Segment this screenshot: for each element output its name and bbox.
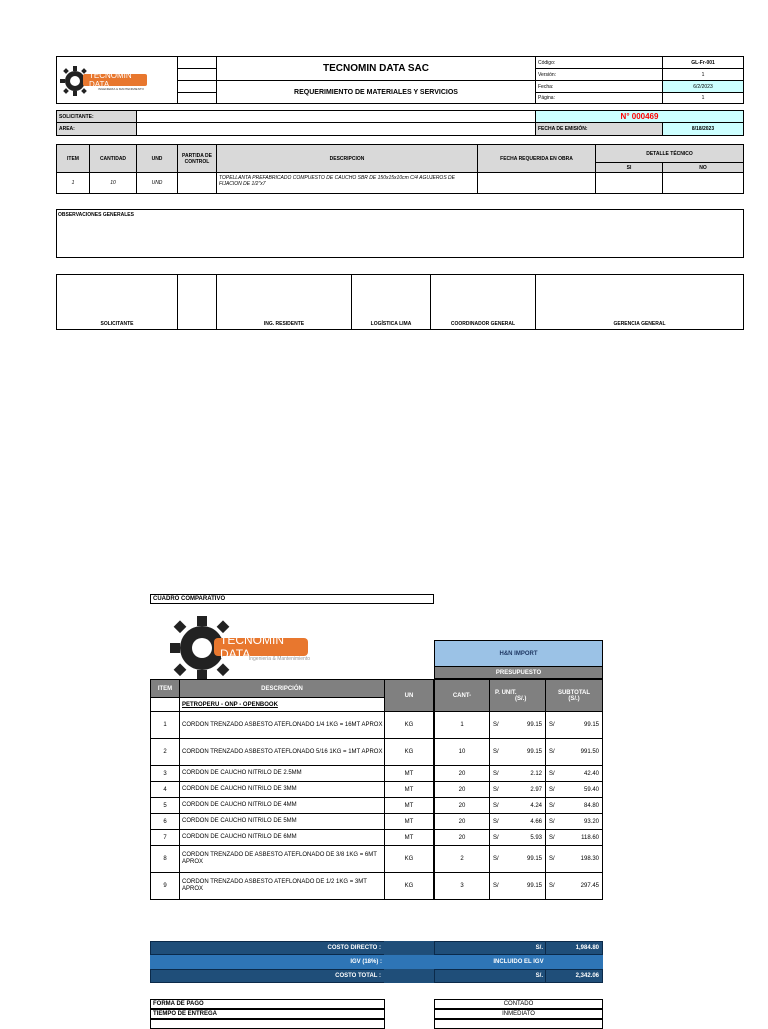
row-punit-value: 99.15 <box>526 856 542 862</box>
row-subtotal-value: 99.15 <box>583 722 599 728</box>
row-cant: 20 <box>434 765 490 782</box>
row-item: 3 <box>150 765 180 782</box>
blank-cell <box>434 1019 603 1029</box>
req-row-fecha <box>477 172 596 194</box>
punit-sub: (S/.) <box>515 695 527 702</box>
meta-label: Código: <box>535 56 663 69</box>
col-subtotal-header <box>545 679 603 712</box>
forma-pago-label: FORMA DE PAGO <box>150 999 385 1009</box>
row-subtotal-value: 991.50 <box>580 749 599 755</box>
row-item: 6 <box>150 813 180 830</box>
row-desc: CORDON DE CAUCHO NITRILO DE 3MM <box>179 781 385 798</box>
igv-note: INCLUIDO EL IGV <box>434 955 603 969</box>
row-punit <box>489 872 546 900</box>
signature-ing-residente: ING. RESIDENTE <box>216 274 352 330</box>
row-subtotal <box>545 765 603 782</box>
meta-label: Página: <box>535 92 663 104</box>
req-row-cantidad: 10 <box>89 172 137 194</box>
row-punit <box>489 738 546 766</box>
row-cant: 20 <box>434 781 490 798</box>
row-currency: S/ <box>549 770 555 777</box>
row-cant: 1 <box>434 711 490 739</box>
row-un: KG <box>384 738 434 766</box>
row-currency: S/ <box>549 749 555 755</box>
cuadro-logo <box>168 610 318 682</box>
row-currency: S/ <box>493 802 499 809</box>
row-un: MT <box>384 765 434 782</box>
row-un: MT <box>384 797 434 814</box>
signature-coordinador: COORDINADOR GENERAL <box>430 274 536 330</box>
row-un: KG <box>384 711 434 739</box>
row-subtotal-value: 42.40 <box>583 770 599 777</box>
logo-text: TECNOMIN DATA <box>89 71 132 89</box>
req-row-si <box>595 172 663 194</box>
row-punit-value: 4.24 <box>530 802 542 809</box>
costo-total-label: COSTO TOTAL : <box>150 969 385 983</box>
meta-value: GL-Fr-001 <box>662 56 744 69</box>
req-row-und: UND <box>136 172 178 194</box>
subtotal-sub: (S/.) <box>568 695 580 702</box>
row-punit <box>489 765 546 782</box>
row-item: 8 <box>150 845 180 873</box>
row-item: 9 <box>150 872 180 900</box>
row-un: MT <box>384 829 434 846</box>
row-currency: S/ <box>493 770 499 777</box>
row-currency: S/ <box>493 749 499 755</box>
col-descripcion-header: DESCRIPCIÓN <box>179 679 385 698</box>
row-currency: S/ <box>549 883 555 889</box>
col-si: SI <box>595 162 663 173</box>
row-punit <box>489 829 546 846</box>
row-punit-value: 5.93 <box>530 834 542 841</box>
row-currency: S/ <box>549 786 555 793</box>
blank-cell <box>150 697 180 712</box>
req-row-no <box>662 172 744 194</box>
tiempo-entrega-value: INMEDIATO <box>434 1009 603 1019</box>
col-cantidad: CANTIDAD <box>89 144 137 173</box>
req-row-descripcion: TOPELLANTA PREFABRICADO COMPUESTO DE CAUCHO SBR DE 150x15x10cm C/4 AGUJEROS DE FIJACION DE 1/2"x7 <box>216 172 478 194</box>
punit-label: P. UNIT. <box>495 689 517 696</box>
subtotal-label: SUBTOTAL <box>557 689 591 696</box>
col-fecha-requerida: FECHA REQUERIDA EN OBRA <box>477 144 596 173</box>
row-subtotal-value: 59.40 <box>583 786 599 793</box>
row-currency: S/ <box>493 818 499 825</box>
col-item-header: ITEM <box>150 679 180 698</box>
row-subtotal <box>545 738 603 766</box>
signature-logistica: LOGÍSTICA LIMA <box>351 274 431 330</box>
row-cant: 3 <box>434 872 490 900</box>
row-desc: CORDON DE CAUCHO NITRILO DE 2.5MM <box>179 765 385 782</box>
row-subtotal <box>545 813 603 830</box>
row-desc: CORDON TRENZADO ASBESTO ATEFLONADO 1/4 1KG = 16MT APROX <box>179 711 385 739</box>
row-punit-value: 2.12 <box>530 770 542 777</box>
row-item: 1 <box>150 711 180 739</box>
area-label: AREA: <box>56 122 137 136</box>
row-subtotal <box>545 711 603 739</box>
row-subtotal <box>545 872 603 900</box>
logo-cell <box>56 56 178 104</box>
row-currency: S/ <box>493 834 499 841</box>
row-punit-value: 99.15 <box>526 749 542 755</box>
row-un: MT <box>384 813 434 830</box>
col-no: NO <box>662 162 744 173</box>
solicitante-label: SOLICITANTE: <box>56 110 137 123</box>
forma-pago-value: CONTADO <box>434 999 603 1009</box>
meta-label: Fecha: <box>535 80 663 93</box>
tiempo-entrega-label: TIEMPO DE ENTREGA <box>150 1009 385 1019</box>
row-cant: 2 <box>434 845 490 873</box>
request-number: N° 000469 <box>535 110 744 123</box>
row-currency: S/ <box>549 818 555 825</box>
row-desc: CORDON TRENZADO ASBESTO ATEFLONADO 5/16 1KG = 1MT APROX <box>179 738 385 766</box>
costo-directo-label: COSTO DIRECTO : <box>150 941 385 955</box>
row-currency: S/ <box>549 722 555 728</box>
observaciones-box[interactable] <box>56 209 744 258</box>
costo-directo-value: 1,984.80 <box>545 941 603 955</box>
row-currency: S/ <box>549 834 555 841</box>
req-row-partida <box>177 172 217 194</box>
row-punit-value: 99.15 <box>526 722 542 728</box>
row-cant: 20 <box>434 797 490 814</box>
row-cant: 10 <box>434 738 490 766</box>
signature-solicitante: SOLICITANTE <box>56 274 178 330</box>
observaciones-label: OBSERVACIONES GENERALES <box>58 212 134 218</box>
blank-cell <box>177 92 217 104</box>
col-und: UND <box>136 144 178 173</box>
costo-directo-currency: S/. <box>434 941 546 955</box>
project-name: PETROPERU - ONP - OPENBOOK <box>179 697 385 712</box>
supplier-name: H&N IMPORT <box>434 640 603 667</box>
row-punit-value: 2.97 <box>530 786 542 793</box>
meta-label: Versión: <box>535 68 663 81</box>
row-subtotal <box>545 781 603 798</box>
fecha-emision-label: FECHA DE EMISIÓN: <box>535 122 663 136</box>
cuadro-logo-text: TECNOMIN DATA <box>220 633 284 661</box>
row-punit-value: 4.66 <box>530 818 542 825</box>
row-subtotal <box>545 829 603 846</box>
cuadro-title: CUADRO COMPARATIVO <box>150 594 434 604</box>
col-cant-header: CANT- <box>434 679 490 712</box>
row-desc: CORDON TRENZADO ASBESTO ATEFLONADO DE 1/2 1KG = 3MT APROX <box>179 872 385 900</box>
row-subtotal <box>545 845 603 873</box>
row-item: 4 <box>150 781 180 798</box>
col-item: ITEM <box>56 144 90 173</box>
row-subtotal-value: 118.60 <box>581 834 599 841</box>
meta-value: 1 <box>662 92 744 104</box>
row-subtotal-value: 84.80 <box>583 802 599 809</box>
row-punit <box>489 781 546 798</box>
blank-cell <box>384 941 434 955</box>
fecha-emision-value: 8/18/2023 <box>662 122 744 136</box>
costo-total-currency: S/. <box>434 969 546 983</box>
area-field[interactable] <box>136 122 536 136</box>
row-currency: S/ <box>549 856 555 862</box>
row-desc: CORDON TRENZADO DE ASBESTO ATEFLONADO DE 3/8 1KG = 6MT APROX <box>179 845 385 873</box>
row-cant: 20 <box>434 829 490 846</box>
row-currency: S/ <box>493 722 499 728</box>
row-desc: CORDON DE CAUCHO NITRILO DE 6MM <box>179 829 385 846</box>
row-item: 7 <box>150 829 180 846</box>
row-un: KG <box>384 845 434 873</box>
row-currency: S/ <box>493 786 499 793</box>
row-punit <box>489 845 546 873</box>
row-subtotal-value: 198.30 <box>580 856 599 862</box>
signature-blank <box>177 274 217 330</box>
req-row-item: 1 <box>56 172 90 194</box>
cuadro-logo-sub: Ingeniería & Mantenimiento <box>248 656 310 662</box>
row-punit <box>489 797 546 814</box>
row-un: KG <box>384 872 434 900</box>
row-item: 5 <box>150 797 180 814</box>
logo-subtext: INGENIERIA & MANTENIMIENTO <box>98 87 144 91</box>
row-cant: 20 <box>434 813 490 830</box>
row-subtotal-value: 93.20 <box>583 818 599 825</box>
col-detalle-tecnico: DETALLE TÉCNICO <box>595 144 744 163</box>
row-currency: S/ <box>493 883 499 889</box>
meta-value: 6/2/2023 <box>662 80 744 93</box>
blank-cell <box>150 1019 385 1029</box>
row-subtotal <box>545 797 603 814</box>
row-currency: S/ <box>493 856 499 862</box>
presupuesto-label: PRESUPUESTO <box>434 666 603 679</box>
col-punit-header <box>489 679 546 712</box>
row-desc: CORDON DE CAUCHO NITRILO DE 4MM <box>179 797 385 814</box>
row-punit-value: 99.15 <box>526 883 542 889</box>
document-subtitle: REQUERIMIENTO DE MATERIALES Y SERVICIOS <box>216 80 536 104</box>
row-punit <box>489 711 546 739</box>
row-currency: S/ <box>549 802 555 809</box>
col-descripcion: DESCRIPCION <box>216 144 478 173</box>
row-subtotal-value: 297.45 <box>580 883 599 889</box>
row-punit <box>489 813 546 830</box>
company-title: TECNOMIN DATA SAC <box>216 56 536 81</box>
row-item: 2 <box>150 738 180 766</box>
signature-gerencia: GERENCIA GENERAL <box>535 274 744 330</box>
row-desc: CORDON DE CAUCHO NITRILO DE 5MM <box>179 813 385 830</box>
col-un-header: UN <box>384 679 434 712</box>
col-partida: PARTIDA DE CONTROL <box>177 144 217 173</box>
costo-total-value: 2,342.06 <box>545 969 603 983</box>
igv-label: IGV (18%) : <box>150 955 385 969</box>
blank-cell <box>384 955 434 969</box>
blank-cell <box>384 969 434 983</box>
row-un: MT <box>384 781 434 798</box>
meta-value: 1 <box>662 68 744 81</box>
